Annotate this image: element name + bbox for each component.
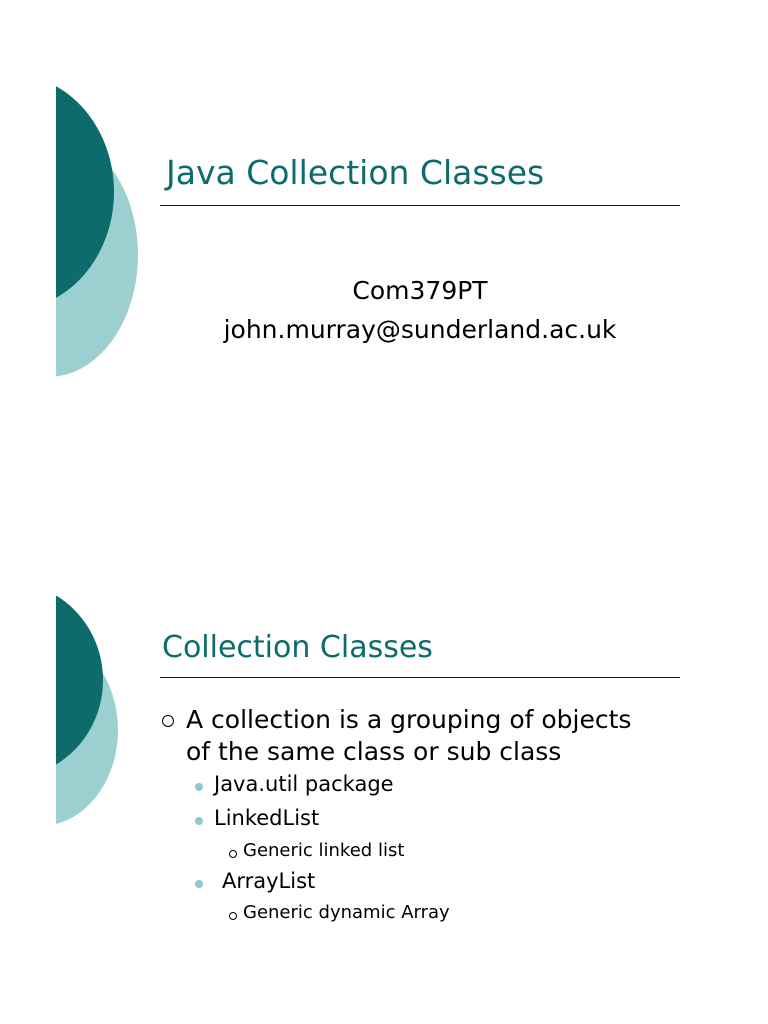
slide-title: Collection Classes: [162, 630, 433, 665]
decorative-circles: [0, 512, 200, 1024]
bullet-java-util: Java.util package: [214, 772, 394, 796]
bullet-arraylist: ArrayList: [222, 869, 316, 893]
bullet-ring-icon: [229, 912, 237, 920]
bullet-dot-icon: [195, 817, 203, 825]
slide-2: [0, 512, 768, 1024]
course-code: Com379PT: [352, 276, 488, 305]
bullet-linkedlist: LinkedList: [214, 806, 320, 830]
bullet-main-line-2: of the same class or sub class: [186, 737, 562, 766]
title-divider: [160, 205, 680, 206]
bullet-main-line-1: A collection is a grouping of objects: [186, 705, 632, 734]
bullet-dot-icon: [195, 880, 203, 888]
bullet-arraylist-desc: Generic dynamic Array: [243, 902, 450, 923]
bullet-linkedlist-desc: Generic linked list: [243, 840, 405, 861]
bullet-ring-icon: [162, 715, 174, 727]
bullet-ring-icon: [229, 850, 237, 858]
author-email: john.murray@sunderland.ac.uk: [223, 315, 617, 344]
slide-title: Java Collection Classes: [166, 153, 545, 192]
bullet-dot-icon: [195, 783, 203, 791]
decorative-circles: [0, 0, 200, 512]
title-divider: [160, 677, 680, 678]
